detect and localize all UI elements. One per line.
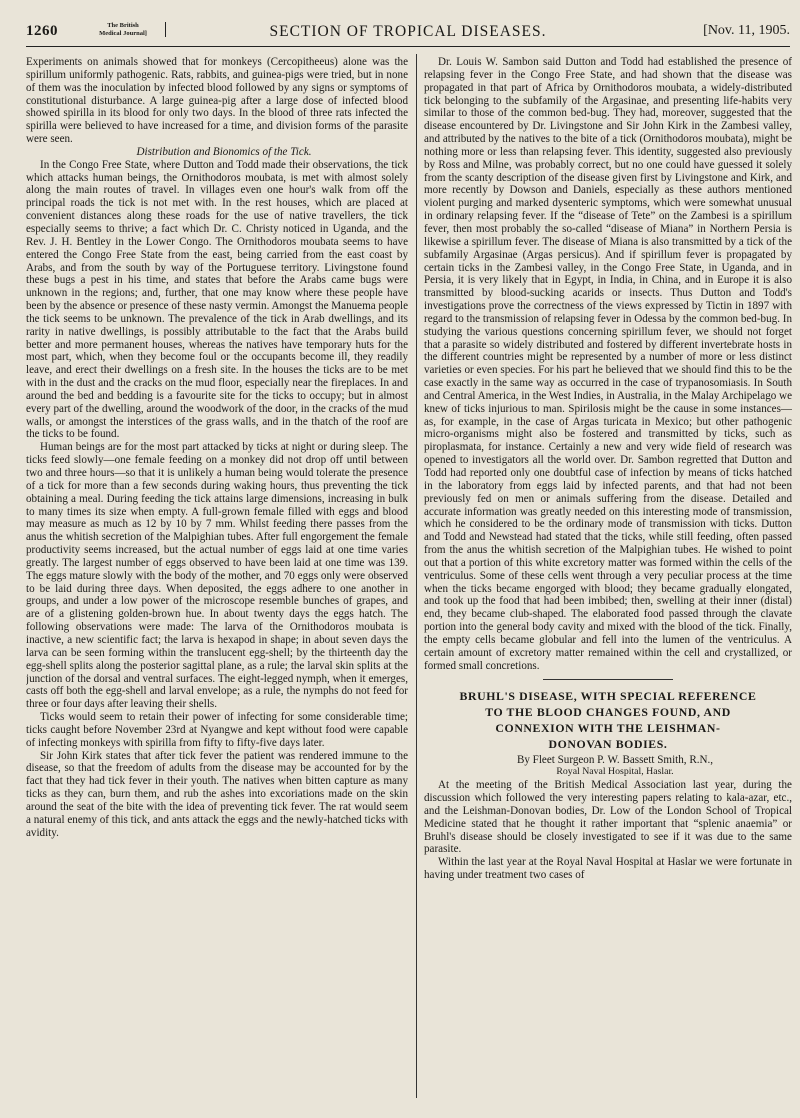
page-number: 1260 [26, 23, 58, 39]
paragraph-human-beings: Human beings are for the most part attacked by ticks at night or during sleep. The ticks feed slowly—one female feeding on a monkey did not drop off until between two and three hours—so that it is unlikely a human being would tolerate the presence of a tick for more than a few seconds during waking hours, thus preventing the tick obtaining a meal. During feeding the tick attains large dimensions, increasing in bulk to many times its size when empty. A full-grown female filled with eggs and blood may measure as much as 12 by 10 by 7 mm. Whilst feeding there passes from the anus the whitish secretion of the Malpighian tubes. After full engorgement the female productivity seems increased, but the actual number of eggs laid at one time varies greatly. The largest number of eggs observed to have been laid at one time was 139. The eggs mature slowly with the body of the mother, and 70 eggs only were observed to be laid during three days. When deposited, the eggs adhere to one another in groups, and under a low power of the microscope resemble bunches of grapes, and are of a glistening golden-brown hue. In about twenty days the eggs hatch. The following observations were made: The larva of the Ornithodoros moubata is inactive, a new scientific fact; the larva is hexapod in shape; in about seven days the larva can be seen forming within the translucent egg-shell; by the thirteenth day the egg-shell splits along the posterior sagittal plane, as a rule; the larval skin splits at the junction of the dorsal and ventral surfaces. The eight-legged nymph, when it emerges, casts off both the egg-shell and larval envelope; as a rule, the nymphs do not feed for three or four days after leaving their shells. [26, 441, 408, 711]
article-title-line2: TO THE BLOOD CHANGES FOUND, AND [485, 704, 731, 719]
article-title-line3: CONNEXION WITH THE LEISHMAN- [495, 720, 721, 735]
article-affiliation: Royal Naval Hospital, Haslar. [556, 766, 674, 778]
running-head [26, 20, 790, 47]
article-title-line1: BRUHL'S DISEASE, WITH SPECIAL REFERENCE [459, 688, 757, 703]
paragraph-john-kirk: Sir John Kirk states that after tick fever the patient was rendered immune to the disease, so that the freedom of adults from the disease may be accounted for by the fact that they had tick fever in their youth. The natives when bitten capture as many ticks as they can, burn them, and rub the ashes into excoriations made on the skin around the seat of the bite with the idea of preventing tick fever. The rat would seem a natural enemy of this tick, and ants attack the eggs and the newly-hatched ticks with avidity. [26, 749, 408, 839]
section-title: SECTION OF TROPICAL DISEASES. [269, 23, 547, 40]
paragraph-haslar: Within the last year at the Royal Naval Hospital at Haslar we were fortunate in having under treatment two cases of [424, 856, 792, 882]
article-separator-rule [543, 679, 673, 680]
article-title [424, 688, 792, 752]
paragraph-sambon: Dr. Louis W. Sambon said Dutton and Todd had established the presence of relapsing fever in the Congo Free State, and had shown that the disease was propagated in that part of Africa by Ornithodoros moubata, a widely-distributed tick belonging to the subfamily of the Argasinae, and presenting life-habits very similar to those of the common bed-bug. They had, moreover, suggested that the disease encountered by Dr. Livingstone and Sir John Kirk in the Zambesi valley, and attributed by the natives to the bite of a tick (Ornithodoros moubata), might be nothing more or less than relapsing fever. This identity, suggested also previously by Ross and Milne, was probably correct, but no one could have guessed it solely from the scanty description of the disease given first by Livingstone and Kirk, and more recently by Dowson and Daniels, especially as these authors mentioned violent purging and marked dysenteric symptoms, which were somewhat unusual in ordinary relapsing fever. If the “disease of Tete” on the Zambesi is a spirillum fever, then most probably the so-called “disease of Miana” in Northern Persia is likewise a spirillum fever. The disease of Miana is also transmitted by a tick of the subfamily Argasinae (Argas persicus). And if spirillum fever is propagated by certain ticks in the Zambesi valley, in the Congo Free State, in Uganda, and in Persia, it is very likely that in Egypt, in India, in China, and in Europe it is also transmitted by blood-sucking acarids or insects. Thus Dutton and Todd's investigations prove the correctness of the views expressed by Tictin in 1897 with regard to the transmission of relapsing fever in Odessa by the common bed-bug. In studying the various questions concerning spirillum fever, we should not forget that a parasite so widely distributed and fostered by different invertebrate hosts in the different countries might be represented by a number of more or less distinct varieties or even species. For his part he believed that we should find this to be the case exactly in the same way as occurred in the case of trypanosomiasis. In South and Central America, in the West Indies, in Australia, in the Malay Archipelago we knew of ticks injurious to man. Spirilosis might be the cause in some instances—as, for example, in the case of Argas turicata in Mexico; but other pathogenic micro-organisms might also be fostered and transmitted by ticks, such as piroplasmata, for instance. Certainly a new and very wide field of research was opened to investigators all the world over. Dr. Sambon regretted that Dutton and Todd had reported only one doubtful case of infection by means of ticks hatched in the laboratory from eggs laid by infected parents, and that had not been previously fed on men or animals suffering from the disease. Detailed and accurate information was greatly needed on this interesting mode of transmission, which he considered to be the ordinary mode of transmission with ticks. Dutton and Todd and Newstead had stated that the ticks, while still feeding, often passed from the anus the whitish secretion of the Malpighian tubes. He wished to point out that a portion of this white excretory matter was formed within the cells of the ventriculus. Some of these cells went through a very peculiar process at the time when the ticks became engorged with blood; they became gradually elongated, and took up the food that had been imbibed; then, swelling at their inner (distal) end, they became club-shaped. The elaborated food passed through the clavate portion into the general body cavity and mixed with the blood of the tick. Finally, the empty cells became globular and fell into the lumen of the ventriculus. A certain amount of excretory matter remained within the cell and crystallized, or formed small concretions. [424, 56, 792, 672]
article-title-line4: DONOVAN BODIES. [548, 736, 668, 751]
journal-name-line2: Medical Journal] [99, 29, 147, 37]
article-byline: By Fleet Surgeon P. W. Bassett Smith, R.N., [516, 753, 714, 766]
journal-name-line1: The British [107, 22, 139, 29]
paragraph-bma-meeting: At the meeting of the British Medical Association last year, during the discussion which followed the very interesting papers relating to kala-azar, etc., and the Leishman-Donovan bodies, Dr. Low of the London School of Tropical Medicine stated that he thought it rather important that “splenic anaemia” or Bruhl's disease should be closely investigated to see if it was due to the same parasite. [424, 779, 792, 856]
paragraph-ticks-retain: Ticks would seem to retain their power of infecting for some considerable time; ticks caught before November 23rd at Nyangwe and kept without food were capable of infecting monkeys with spirilla from fifty to fifty-five days later. [26, 711, 408, 749]
paragraph-congo: In the Congo Free State, where Dutton and Todd made their observations, the tick which attacks human beings, the Ornithodoros moubata, is met with almost solely along the main routes of travel. In villages even one hour's walk from off the principal roads the tick is not met with. In the rest houses, which are placed at convenient distances along these roads for the use of native travellers, the tick especially seems to thrive; a fact which Dr. C. Christy noticed in Uganda, and the Rev. J. H. Bentley in the Lower Congo. The Ornithodoros moubata seems to have entered the Congo Free State from the east, being carried from the east coast by Arabs, and from the south by way of the Portuguese territory. Livingstone found these bugs a pest in his time, and states that before the Arabs came bugs were unknown in the regions; and, further, that one may know where these people have been by the absence or presence of these nasty vermin. Amongst the Manuema people the tick seems to be unknown. The prevalence of the tick in Arab dwellings, and its rarity in native dwellings, is possibly attributable to the fact that the Arabs build better and more permanent houses, whereas the natives have temporary huts for the most part, which, when they become foul or the occupants become ill, they readily leave, and erect their dwellings on a fresh site. In the houses the ticks are to be met with in the dust and the cracks on the mud floor, especially near the fireplaces. In and around the bed and bedding is a favourite site for the ticks to occupy; but in almost every part of the dwelling, around the woodwork of the door, in the cracks of the mud walls, or amongst the interstices of the grass walls, and in the thatch of the roof are the ticks to be found. [26, 158, 408, 441]
column-divider [416, 54, 417, 1098]
paragraph-experiments: Experiments on animals showed that for monkeys (Cercopitheeus) alone was the spirillum uniformly pathogenic. Rats, rabbits, and guinea-pigs were tried, but in none of them was the inoculation by infected blood followed by any signs or symptoms of constitutional disturbance. A large guinea-pig after a large dose of infected blood showed spirilla in its blood for only two days. In the blood of three rats infected the spirilla were believed to have increased for a time, and division forms of the parasite were seen. [26, 56, 408, 146]
issue-date: [Nov. 11, 1905. [703, 23, 790, 38]
left-column [26, 56, 408, 1088]
right-column [424, 56, 792, 1088]
subheading-distribution: Distribution and Bionomics of the Tick. [136, 145, 312, 158]
